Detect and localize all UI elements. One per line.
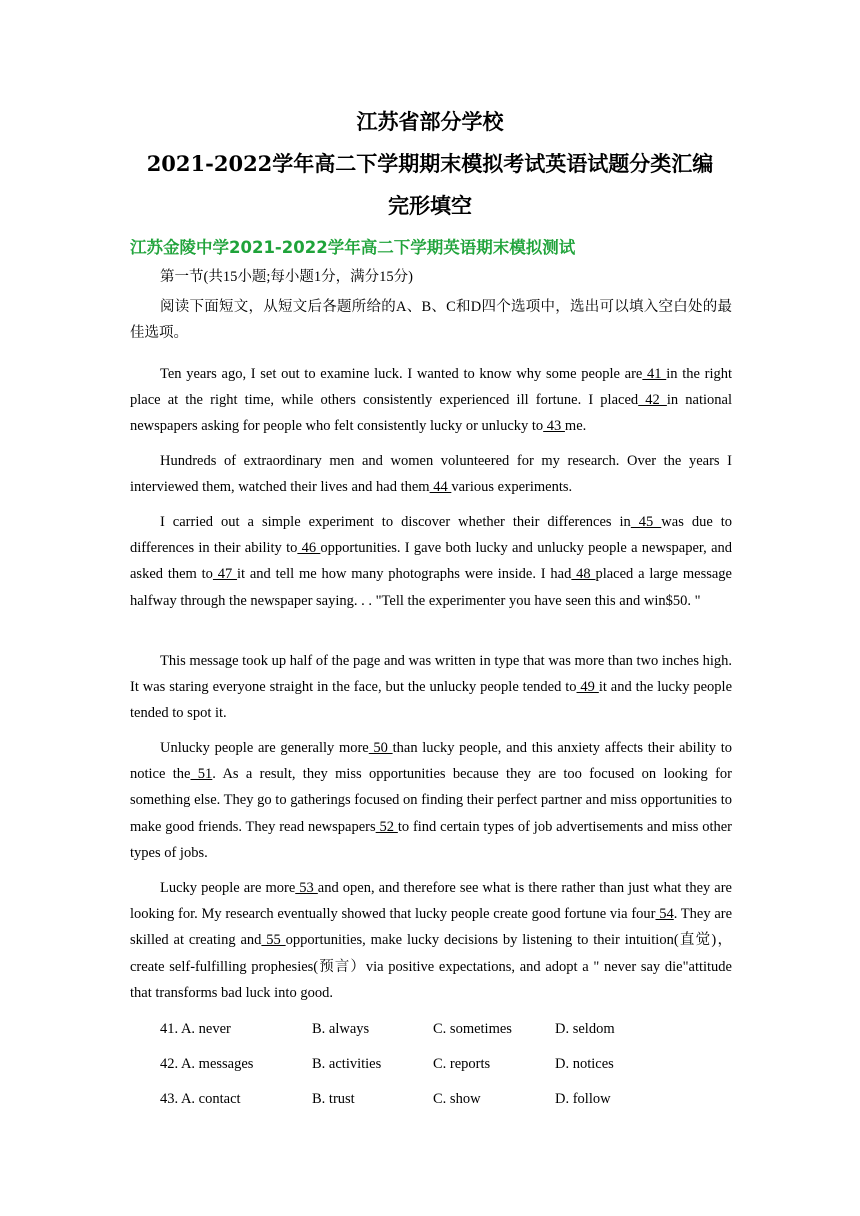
paragraph-text: was due to differences in their ability to (130, 514, 733, 557)
paragraph-text: and open, and therefore see what is there rather than just what they are looking for. My research eventually showed that lucky people create good fortune via four (130, 880, 732, 923)
option-a: 41. A. never (160, 1021, 231, 1037)
blank-51: 51 (190, 766, 213, 783)
option-c: C. sometimes (433, 1021, 512, 1037)
paragraph-text: me. (564, 418, 587, 435)
paragraph-text: in the right place at the right time, while others consistently experienced ill fortune. I placed (130, 366, 732, 409)
option-row-41 (160, 1021, 760, 1043)
paragraph-text: I carried out a simple experiment to discover whether their differences in (160, 514, 631, 530)
paragraph-text: it and the lucky people tended to spot it. (130, 679, 733, 722)
blank-55: 55 (261, 932, 286, 949)
option-a: 42. A. messages (160, 1056, 254, 1072)
blank-49: 49 (576, 679, 599, 696)
doc-title-line3: 完形填空 (388, 193, 472, 218)
option-b: B. always (312, 1021, 370, 1037)
paragraph-text: opportunities, make lucky decisions by listening to their intuition(直觉)，create self-fulfilling prophesies(预言）via positive expectations, and adopt a " never say die"attitude that transforms bad luck into good. (130, 932, 732, 1001)
paragraph-5 (130, 735, 732, 866)
paragraph-6 (130, 875, 732, 1006)
instruction-text: 阅读下面短文，从短文后各题所给的A、B、C和D四个选项中，选出可以填入空白处的最佳选项。 (130, 299, 732, 341)
option-a: 43. A. contact (160, 1091, 241, 1107)
paragraph-text: in national newspapers asking for people who felt consistently lucky or unlucky to (130, 392, 732, 435)
paragraph-3 (130, 509, 732, 614)
paragraph-text: Unlucky people are generally more (160, 740, 369, 756)
paragraph-text: Hundreds of extraordinary men and women volunteered for my research. Over the years I interviewed them, watched their lives and had them (130, 453, 732, 496)
blank-48: 48 (571, 566, 596, 583)
paragraph-4 (130, 648, 732, 727)
blank-41: 41 (642, 366, 667, 382)
option-row-43 (160, 1091, 760, 1113)
blank-54: 54 (655, 906, 674, 923)
blank-50: 50 (368, 740, 393, 756)
blank-47: 47 (212, 566, 238, 583)
option-row-42 (160, 1056, 760, 1078)
part-label: 第一节(共15小题;每小题1分，满分15分) (160, 269, 413, 285)
blank-42: 42 (638, 392, 667, 409)
paragraph-text: than lucky people, and this anxiety affects their ability to notice the (130, 740, 733, 783)
paragraph-text: This message took up half of the page and was written in type that was more than two inches high. It was staring everyone straight in the face, but the unlucky people tended to (130, 653, 732, 696)
option-c: C. show (433, 1091, 481, 1107)
paragraph-text: placed a large message halfway through the newspaper saying. . . "Tell the experimenter you have seen this and win$50. " (130, 566, 732, 609)
blank-53: 53 (295, 880, 318, 896)
paragraph-text: Ten years ago, I set out to examine luck. I wanted to know why some people are (160, 366, 643, 382)
paragraph-text: . They are skilled at creating and (130, 906, 733, 949)
blank-46: 46 (297, 540, 321, 557)
option-d: D. notices (555, 1056, 614, 1072)
option-b: B. trust (312, 1091, 355, 1107)
option-b: B. activities (312, 1056, 382, 1072)
doc-title-line1: 江苏省部分学校 (356, 109, 504, 134)
paragraph-text: Lucky people are more (160, 880, 296, 896)
doc-title-line2: 2021-2022学年高二下学期期末模拟考试英语试题分类汇编 (146, 151, 714, 176)
paragraph-text: opportunities. I gave both lucky and unlucky people a newspaper, and asked them to (130, 540, 732, 583)
option-d: D. follow (555, 1091, 611, 1107)
paragraph-text: various experiments. (451, 479, 573, 496)
paragraph-2 (130, 448, 732, 500)
paragraph-text: . As a result, they miss opportunities because they are too focused on looking for something else. They go to gatherings focused on finding their perfect partner and miss opportunities to make good friends. They read newspapers (130, 766, 732, 835)
blank-45: 45 (630, 514, 662, 530)
section-heading: 江苏金陵中学2021-2022学年高二下学期英语期末模拟测试 (130, 238, 576, 257)
blank-52: 52 (375, 818, 398, 835)
paragraph-text: to find certain types of job advertisements and miss other types of jobs. (130, 818, 732, 861)
paragraph-text: it and tell me how many photographs were inside. I had (237, 566, 572, 583)
option-c: C. reports (433, 1056, 491, 1072)
blank-43: 43 (543, 418, 565, 435)
option-d: D. seldom (555, 1021, 615, 1037)
paragraph-1 (130, 361, 732, 440)
blank-44: 44 (429, 479, 452, 496)
